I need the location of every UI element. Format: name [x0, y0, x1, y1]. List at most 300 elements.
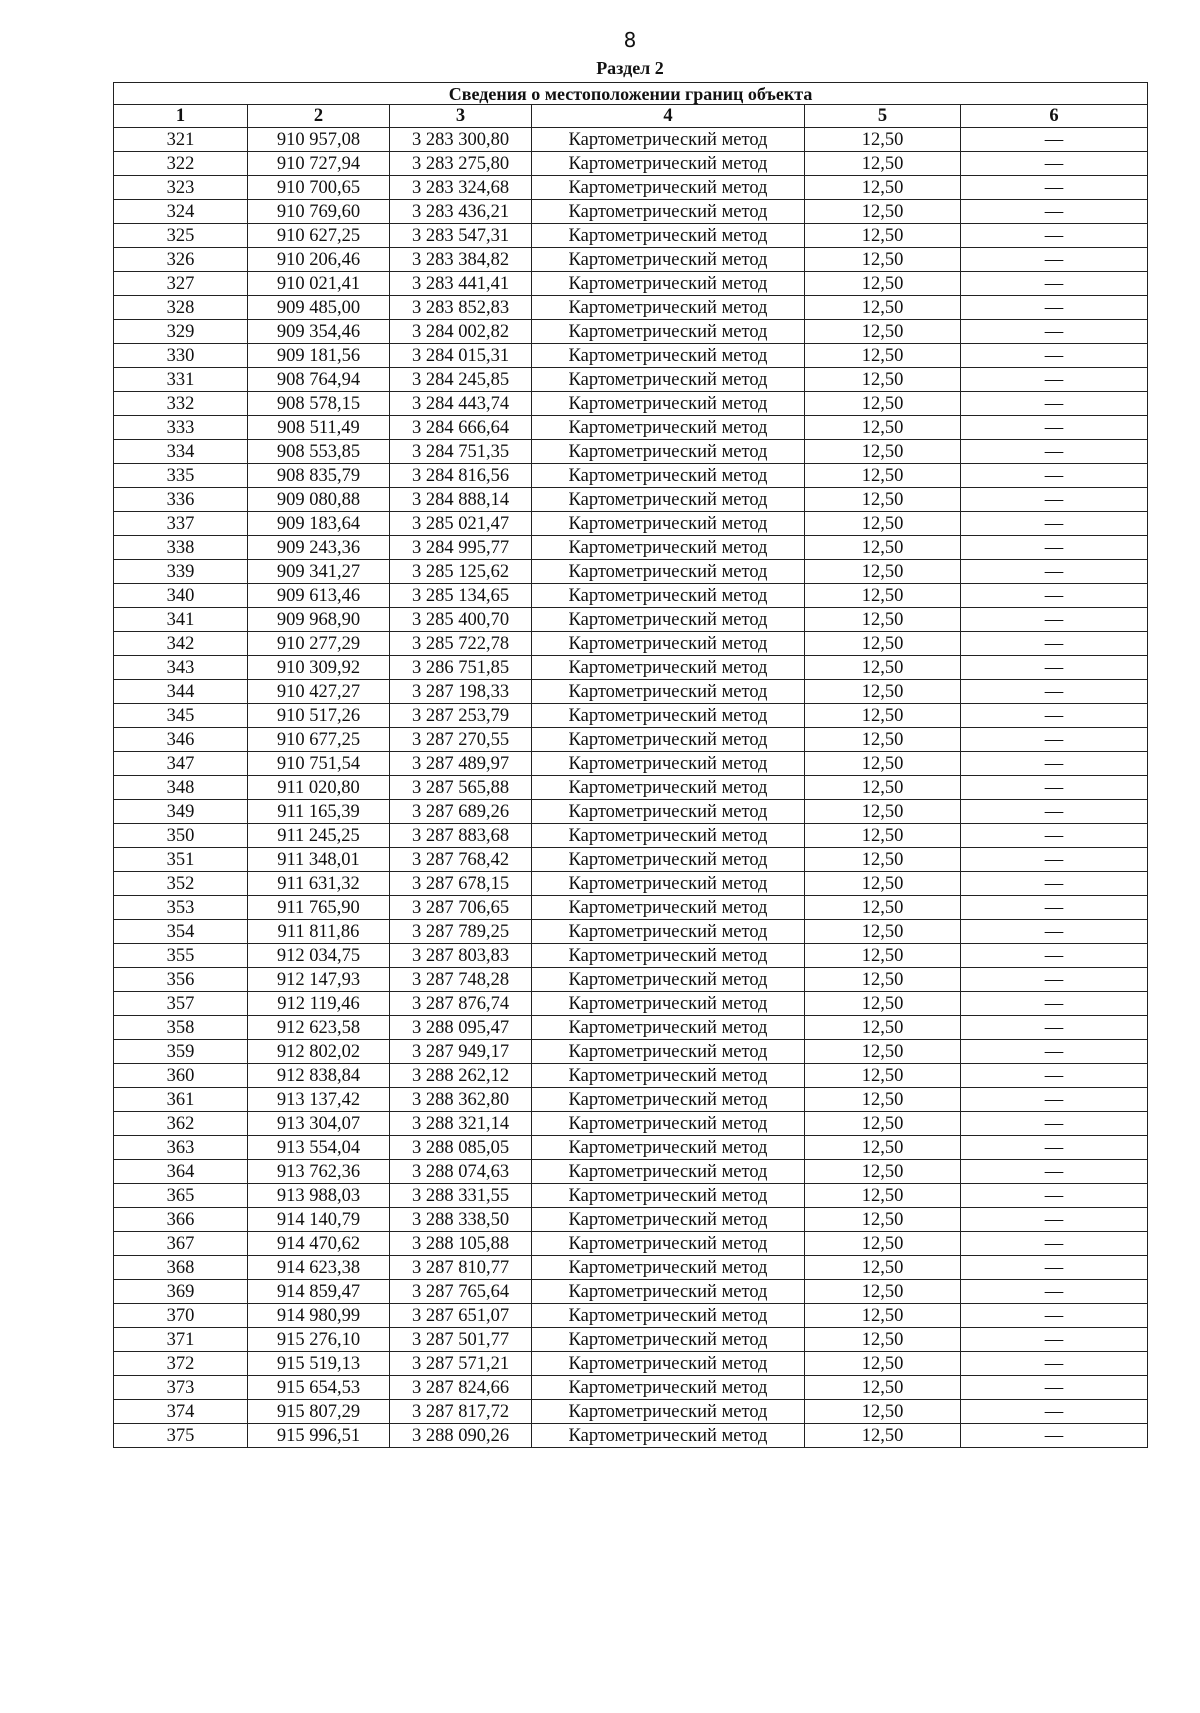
- note-cell: —: [961, 512, 1148, 536]
- table-row: [114, 1184, 1148, 1208]
- x-coordinate-cell: 913 762,36: [248, 1160, 390, 1184]
- accuracy-cell: 12,50: [805, 1328, 961, 1352]
- method-cell: Картометрический метод: [532, 1400, 805, 1424]
- method-cell: Картометрический метод: [532, 224, 805, 248]
- x-coordinate-cell: 914 470,62: [248, 1232, 390, 1256]
- x-coordinate-cell: 913 304,07: [248, 1112, 390, 1136]
- x-coordinate-cell: 913 988,03: [248, 1184, 390, 1208]
- point-number-cell: 365: [114, 1184, 248, 1208]
- note-cell: —: [961, 320, 1148, 344]
- x-coordinate-cell: 909 613,46: [248, 584, 390, 608]
- y-coordinate-cell: 3 288 331,55: [390, 1184, 532, 1208]
- accuracy-cell: 12,50: [805, 1256, 961, 1280]
- y-coordinate-cell: 3 285 125,62: [390, 560, 532, 584]
- x-coordinate-cell: 913 137,42: [248, 1088, 390, 1112]
- note-cell: —: [961, 704, 1148, 728]
- method-cell: Картометрический метод: [532, 560, 805, 584]
- accuracy-cell: 12,50: [805, 320, 961, 344]
- x-coordinate-cell: 914 623,38: [248, 1256, 390, 1280]
- table-row: [114, 272, 1148, 296]
- point-number-cell: 353: [114, 896, 248, 920]
- accuracy-cell: 12,50: [805, 152, 961, 176]
- x-coordinate-cell: 908 764,94: [248, 368, 390, 392]
- note-cell: —: [961, 968, 1148, 992]
- point-number-cell: 346: [114, 728, 248, 752]
- method-cell: Картометрический метод: [532, 1064, 805, 1088]
- point-number-cell: 341: [114, 608, 248, 632]
- accuracy-cell: 12,50: [805, 584, 961, 608]
- y-coordinate-cell: 3 287 198,33: [390, 680, 532, 704]
- y-coordinate-cell: 3 288 262,12: [390, 1064, 532, 1088]
- x-coordinate-cell: 911 165,39: [248, 800, 390, 824]
- table-row: [114, 440, 1148, 464]
- y-coordinate-cell: 3 288 085,05: [390, 1136, 532, 1160]
- method-cell: Картометрический метод: [532, 1016, 805, 1040]
- method-cell: Картометрический метод: [532, 752, 805, 776]
- table-row: [114, 200, 1148, 224]
- table-row: [114, 224, 1148, 248]
- note-cell: —: [961, 680, 1148, 704]
- table-row: [114, 464, 1148, 488]
- table-body: [114, 128, 1148, 1448]
- accuracy-cell: 12,50: [805, 200, 961, 224]
- point-number-cell: 350: [114, 824, 248, 848]
- y-coordinate-cell: 3 283 441,41: [390, 272, 532, 296]
- accuracy-cell: 12,50: [805, 1376, 961, 1400]
- point-number-cell: 364: [114, 1160, 248, 1184]
- y-coordinate-cell: 3 287 270,55: [390, 728, 532, 752]
- table-row: [114, 1280, 1148, 1304]
- note-cell: —: [961, 464, 1148, 488]
- y-coordinate-cell: 3 285 400,70: [390, 608, 532, 632]
- point-number-cell: 343: [114, 656, 248, 680]
- method-cell: Картометрический метод: [532, 920, 805, 944]
- table-row: [114, 704, 1148, 728]
- note-cell: —: [961, 392, 1148, 416]
- note-cell: —: [961, 536, 1148, 560]
- accuracy-cell: 12,50: [805, 344, 961, 368]
- y-coordinate-cell: 3 287 803,83: [390, 944, 532, 968]
- y-coordinate-cell: 3 287 765,64: [390, 1280, 532, 1304]
- x-coordinate-cell: 911 348,01: [248, 848, 390, 872]
- accuracy-cell: 12,50: [805, 608, 961, 632]
- note-cell: —: [961, 128, 1148, 152]
- x-coordinate-cell: 908 578,15: [248, 392, 390, 416]
- accuracy-cell: 12,50: [805, 872, 961, 896]
- accuracy-cell: 12,50: [805, 224, 961, 248]
- x-coordinate-cell: 915 654,53: [248, 1376, 390, 1400]
- table-row: [114, 1232, 1148, 1256]
- table-row: [114, 1352, 1148, 1376]
- table-row: [114, 1016, 1148, 1040]
- point-number-cell: 345: [114, 704, 248, 728]
- note-cell: —: [961, 1304, 1148, 1328]
- point-number-cell: 356: [114, 968, 248, 992]
- accuracy-cell: 12,50: [805, 944, 961, 968]
- method-cell: Картометрический метод: [532, 584, 805, 608]
- note-cell: —: [961, 608, 1148, 632]
- note-cell: —: [961, 560, 1148, 584]
- x-coordinate-cell: 914 980,99: [248, 1304, 390, 1328]
- accuracy-cell: 12,50: [805, 248, 961, 272]
- method-cell: Картометрический метод: [532, 608, 805, 632]
- method-cell: Картометрический метод: [532, 1424, 805, 1448]
- x-coordinate-cell: 911 245,25: [248, 824, 390, 848]
- y-coordinate-cell: 3 287 949,17: [390, 1040, 532, 1064]
- note-cell: —: [961, 776, 1148, 800]
- x-coordinate-cell: 909 968,90: [248, 608, 390, 632]
- point-number-cell: 375: [114, 1424, 248, 1448]
- accuracy-cell: 12,50: [805, 1400, 961, 1424]
- method-cell: Картометрический метод: [532, 296, 805, 320]
- accuracy-cell: 12,50: [805, 896, 961, 920]
- table-row: [114, 1328, 1148, 1352]
- x-coordinate-cell: 910 677,25: [248, 728, 390, 752]
- x-coordinate-cell: 909 485,00: [248, 296, 390, 320]
- method-cell: Картометрический метод: [532, 968, 805, 992]
- point-number-cell: 367: [114, 1232, 248, 1256]
- point-number-cell: 368: [114, 1256, 248, 1280]
- x-coordinate-cell: 911 765,90: [248, 896, 390, 920]
- x-coordinate-cell: 911 811,86: [248, 920, 390, 944]
- method-cell: Картометрический метод: [532, 128, 805, 152]
- y-coordinate-cell: 3 284 245,85: [390, 368, 532, 392]
- note-cell: —: [961, 1112, 1148, 1136]
- note-cell: —: [961, 1232, 1148, 1256]
- x-coordinate-cell: 910 517,26: [248, 704, 390, 728]
- accuracy-cell: 12,50: [805, 1040, 961, 1064]
- accuracy-cell: 12,50: [805, 512, 961, 536]
- column-number-row: [114, 105, 1148, 128]
- accuracy-cell: 12,50: [805, 440, 961, 464]
- method-cell: Картометрический метод: [532, 320, 805, 344]
- column-number: 4: [532, 105, 805, 128]
- method-cell: Картометрический метод: [532, 416, 805, 440]
- x-coordinate-cell: 910 309,92: [248, 656, 390, 680]
- y-coordinate-cell: 3 287 883,68: [390, 824, 532, 848]
- y-coordinate-cell: 3 287 565,88: [390, 776, 532, 800]
- point-number-cell: 355: [114, 944, 248, 968]
- y-coordinate-cell: 3 287 689,26: [390, 800, 532, 824]
- x-coordinate-cell: 910 277,29: [248, 632, 390, 656]
- table-row: [114, 1136, 1148, 1160]
- note-cell: —: [961, 1184, 1148, 1208]
- method-cell: Картометрический метод: [532, 1112, 805, 1136]
- y-coordinate-cell: 3 283 547,31: [390, 224, 532, 248]
- x-coordinate-cell: 910 427,27: [248, 680, 390, 704]
- note-cell: —: [961, 584, 1148, 608]
- table-row: [114, 344, 1148, 368]
- method-cell: Картометрический метод: [532, 1304, 805, 1328]
- y-coordinate-cell: 3 287 571,21: [390, 1352, 532, 1376]
- point-number-cell: 340: [114, 584, 248, 608]
- y-coordinate-cell: 3 287 253,79: [390, 704, 532, 728]
- table-row: [114, 1376, 1148, 1400]
- y-coordinate-cell: 3 284 015,31: [390, 344, 532, 368]
- point-number-cell: 348: [114, 776, 248, 800]
- accuracy-cell: 12,50: [805, 1088, 961, 1112]
- point-number-cell: 347: [114, 752, 248, 776]
- x-coordinate-cell: 911 631,32: [248, 872, 390, 896]
- point-number-cell: 323: [114, 176, 248, 200]
- note-cell: —: [961, 1064, 1148, 1088]
- method-cell: Картометрический метод: [532, 824, 805, 848]
- accuracy-cell: 12,50: [805, 1304, 961, 1328]
- note-cell: —: [961, 1088, 1148, 1112]
- method-cell: Картометрический метод: [532, 1160, 805, 1184]
- point-number-cell: 338: [114, 536, 248, 560]
- point-number-cell: 330: [114, 344, 248, 368]
- note-cell: —: [961, 440, 1148, 464]
- y-coordinate-cell: 3 286 751,85: [390, 656, 532, 680]
- point-number-cell: 334: [114, 440, 248, 464]
- note-cell: —: [961, 296, 1148, 320]
- method-cell: Картометрический метод: [532, 368, 805, 392]
- y-coordinate-cell: 3 288 321,14: [390, 1112, 532, 1136]
- point-number-cell: 322: [114, 152, 248, 176]
- method-cell: Картометрический метод: [532, 440, 805, 464]
- method-cell: Картометрический метод: [532, 704, 805, 728]
- method-cell: Картометрический метод: [532, 728, 805, 752]
- table-row: [114, 680, 1148, 704]
- method-cell: Картометрический метод: [532, 872, 805, 896]
- point-number-cell: 328: [114, 296, 248, 320]
- y-coordinate-cell: 3 283 384,82: [390, 248, 532, 272]
- point-number-cell: 336: [114, 488, 248, 512]
- table-row: [114, 1304, 1148, 1328]
- table-row: [114, 560, 1148, 584]
- accuracy-cell: 12,50: [805, 464, 961, 488]
- table-caption: Сведения о местоположении границ объекта: [114, 83, 1148, 105]
- point-number-cell: 361: [114, 1088, 248, 1112]
- x-coordinate-cell: 908 553,85: [248, 440, 390, 464]
- method-cell: Картометрический метод: [532, 1376, 805, 1400]
- accuracy-cell: 12,50: [805, 1136, 961, 1160]
- table-row: [114, 800, 1148, 824]
- accuracy-cell: 12,50: [805, 1208, 961, 1232]
- point-number-cell: 354: [114, 920, 248, 944]
- table-row: [114, 1424, 1148, 1448]
- y-coordinate-cell: 3 287 501,77: [390, 1328, 532, 1352]
- point-number-cell: 332: [114, 392, 248, 416]
- note-cell: —: [961, 872, 1148, 896]
- x-coordinate-cell: 910 751,54: [248, 752, 390, 776]
- note-cell: —: [961, 920, 1148, 944]
- table-row: [114, 1112, 1148, 1136]
- y-coordinate-cell: 3 285 722,78: [390, 632, 532, 656]
- note-cell: —: [961, 200, 1148, 224]
- y-coordinate-cell: 3 285 021,47: [390, 512, 532, 536]
- table-row: [114, 824, 1148, 848]
- column-number: 1: [114, 105, 248, 128]
- note-cell: —: [961, 1352, 1148, 1376]
- x-coordinate-cell: 912 623,58: [248, 1016, 390, 1040]
- table-row: [114, 392, 1148, 416]
- note-cell: —: [961, 416, 1148, 440]
- method-cell: Картометрический метод: [532, 848, 805, 872]
- y-coordinate-cell: 3 287 651,07: [390, 1304, 532, 1328]
- y-coordinate-cell: 3 287 817,72: [390, 1400, 532, 1424]
- table-row: [114, 152, 1148, 176]
- method-cell: Картометрический метод: [532, 1256, 805, 1280]
- point-number-cell: 337: [114, 512, 248, 536]
- point-number-cell: 370: [114, 1304, 248, 1328]
- x-coordinate-cell: 910 957,08: [248, 128, 390, 152]
- point-number-cell: 358: [114, 1016, 248, 1040]
- page-number: 8: [623, 28, 637, 52]
- table-row: [114, 176, 1148, 200]
- accuracy-cell: 12,50: [805, 176, 961, 200]
- accuracy-cell: 12,50: [805, 776, 961, 800]
- x-coordinate-cell: 909 181,56: [248, 344, 390, 368]
- x-coordinate-cell: 909 183,64: [248, 512, 390, 536]
- table-row: [114, 1088, 1148, 1112]
- method-cell: Картометрический метод: [532, 248, 805, 272]
- accuracy-cell: 12,50: [805, 632, 961, 656]
- x-coordinate-cell: 910 727,94: [248, 152, 390, 176]
- table-row: [114, 512, 1148, 536]
- method-cell: Картометрический метод: [532, 464, 805, 488]
- y-coordinate-cell: 3 285 134,65: [390, 584, 532, 608]
- column-number: 5: [805, 105, 961, 128]
- table-row: [114, 752, 1148, 776]
- y-coordinate-cell: 3 288 362,80: [390, 1088, 532, 1112]
- method-cell: Картометрический метод: [532, 944, 805, 968]
- table-row: [114, 488, 1148, 512]
- accuracy-cell: 12,50: [805, 368, 961, 392]
- table-caption-row: [114, 83, 1148, 105]
- y-coordinate-cell: 3 287 748,28: [390, 968, 532, 992]
- accuracy-cell: 12,50: [805, 728, 961, 752]
- y-coordinate-cell: 3 287 489,97: [390, 752, 532, 776]
- accuracy-cell: 12,50: [805, 968, 961, 992]
- point-number-cell: 362: [114, 1112, 248, 1136]
- accuracy-cell: 12,50: [805, 560, 961, 584]
- method-cell: Картометрический метод: [532, 512, 805, 536]
- point-number-cell: 351: [114, 848, 248, 872]
- point-number-cell: 366: [114, 1208, 248, 1232]
- y-coordinate-cell: 3 283 436,21: [390, 200, 532, 224]
- method-cell: Картометрический метод: [532, 656, 805, 680]
- point-number-cell: 329: [114, 320, 248, 344]
- method-cell: Картометрический метод: [532, 1328, 805, 1352]
- note-cell: —: [961, 1136, 1148, 1160]
- point-number-cell: 369: [114, 1280, 248, 1304]
- note-cell: —: [961, 1016, 1148, 1040]
- y-coordinate-cell: 3 288 095,47: [390, 1016, 532, 1040]
- accuracy-cell: 12,50: [805, 1184, 961, 1208]
- y-coordinate-cell: 3 287 678,15: [390, 872, 532, 896]
- table-row: [114, 536, 1148, 560]
- table-row: [114, 656, 1148, 680]
- x-coordinate-cell: 912 034,75: [248, 944, 390, 968]
- note-cell: —: [961, 1328, 1148, 1352]
- x-coordinate-cell: 909 243,36: [248, 536, 390, 560]
- y-coordinate-cell: 3 287 706,65: [390, 896, 532, 920]
- x-coordinate-cell: 908 835,79: [248, 464, 390, 488]
- y-coordinate-cell: 3 283 300,80: [390, 128, 532, 152]
- point-number-cell: 339: [114, 560, 248, 584]
- note-cell: —: [961, 1376, 1148, 1400]
- note-cell: —: [961, 1424, 1148, 1448]
- accuracy-cell: 12,50: [805, 1112, 961, 1136]
- x-coordinate-cell: 912 802,02: [248, 1040, 390, 1064]
- method-cell: Картометрический метод: [532, 992, 805, 1016]
- y-coordinate-cell: 3 287 876,74: [390, 992, 532, 1016]
- x-coordinate-cell: 912 119,46: [248, 992, 390, 1016]
- method-cell: Картометрический метод: [532, 152, 805, 176]
- y-coordinate-cell: 3 288 074,63: [390, 1160, 532, 1184]
- point-number-cell: 360: [114, 1064, 248, 1088]
- table-row: [114, 896, 1148, 920]
- y-coordinate-cell: 3 284 751,35: [390, 440, 532, 464]
- method-cell: Картометрический метод: [532, 1352, 805, 1376]
- accuracy-cell: 12,50: [805, 752, 961, 776]
- accuracy-cell: 12,50: [805, 1016, 961, 1040]
- column-number: 2: [248, 105, 390, 128]
- table-row: [114, 296, 1148, 320]
- y-coordinate-cell: 3 288 338,50: [390, 1208, 532, 1232]
- method-cell: Картометрический метод: [532, 344, 805, 368]
- note-cell: —: [961, 368, 1148, 392]
- point-number-cell: 326: [114, 248, 248, 272]
- accuracy-cell: 12,50: [805, 1064, 961, 1088]
- x-coordinate-cell: 909 354,46: [248, 320, 390, 344]
- x-coordinate-cell: 914 859,47: [248, 1280, 390, 1304]
- note-cell: —: [961, 488, 1148, 512]
- point-number-cell: 352: [114, 872, 248, 896]
- column-number: 6: [961, 105, 1148, 128]
- accuracy-cell: 12,50: [805, 800, 961, 824]
- accuracy-cell: 12,50: [805, 272, 961, 296]
- accuracy-cell: 12,50: [805, 1352, 961, 1376]
- table-row: [114, 416, 1148, 440]
- table-row: [114, 968, 1148, 992]
- table-row: [114, 920, 1148, 944]
- note-cell: —: [961, 152, 1148, 176]
- table-row: [114, 320, 1148, 344]
- accuracy-cell: 12,50: [805, 392, 961, 416]
- table-row: [114, 728, 1148, 752]
- x-coordinate-cell: 910 206,46: [248, 248, 390, 272]
- accuracy-cell: 12,50: [805, 680, 961, 704]
- table-row: [114, 1064, 1148, 1088]
- point-number-cell: 372: [114, 1352, 248, 1376]
- table-row: [114, 368, 1148, 392]
- x-coordinate-cell: 908 511,49: [248, 416, 390, 440]
- accuracy-cell: 12,50: [805, 488, 961, 512]
- table-row: [114, 1400, 1148, 1424]
- method-cell: Картометрический метод: [532, 1232, 805, 1256]
- x-coordinate-cell: 915 996,51: [248, 1424, 390, 1448]
- x-coordinate-cell: 909 080,88: [248, 488, 390, 512]
- accuracy-cell: 12,50: [805, 1424, 961, 1448]
- note-cell: —: [961, 632, 1148, 656]
- method-cell: Картометрический метод: [532, 800, 805, 824]
- x-coordinate-cell: 912 838,84: [248, 1064, 390, 1088]
- x-coordinate-cell: 914 140,79: [248, 1208, 390, 1232]
- method-cell: Картометрический метод: [532, 392, 805, 416]
- accuracy-cell: 12,50: [805, 1160, 961, 1184]
- x-coordinate-cell: 912 147,93: [248, 968, 390, 992]
- method-cell: Картометрический метод: [532, 1184, 805, 1208]
- note-cell: —: [961, 224, 1148, 248]
- note-cell: —: [961, 1256, 1148, 1280]
- y-coordinate-cell: 3 284 002,82: [390, 320, 532, 344]
- note-cell: —: [961, 800, 1148, 824]
- y-coordinate-cell: 3 283 852,83: [390, 296, 532, 320]
- note-cell: —: [961, 248, 1148, 272]
